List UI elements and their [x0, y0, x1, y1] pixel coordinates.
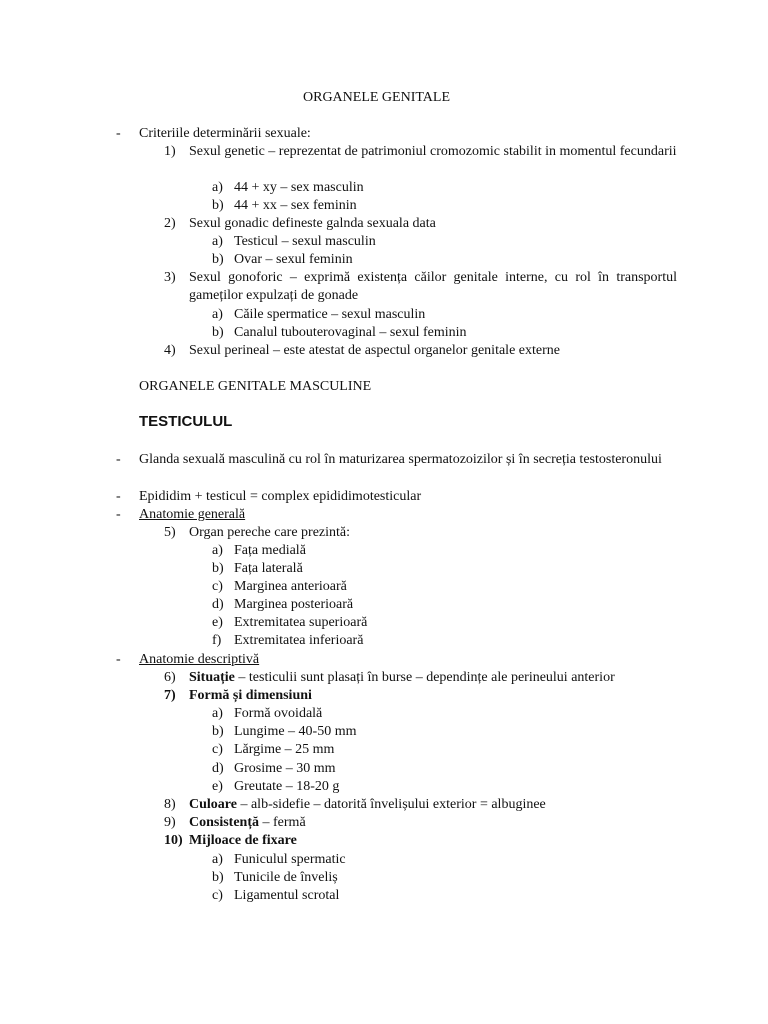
list-item: Formă ovoidală	[234, 706, 323, 721]
sub-letter: e)	[212, 615, 223, 630]
sub-letter: b)	[212, 870, 224, 885]
list-number-bold: 7)	[164, 688, 176, 703]
consistenta-line	[189, 814, 306, 832]
criteriu-perineal: Sexul perineal – este atestat de aspectul organelor genitale externe	[189, 343, 560, 358]
situatie-label: Situație	[189, 670, 235, 685]
forma-label	[189, 687, 312, 705]
list-number	[164, 832, 183, 850]
culoare-text: – alb-sidefie – datorită învelișului exterior = albuginee	[236, 797, 546, 812]
sub-letter: b)	[212, 724, 224, 739]
list-item: Căile spermatice – sexul masculin	[234, 307, 426, 322]
bullet-dash: -	[116, 507, 121, 522]
list-item: Grosime – 30 mm	[234, 761, 336, 776]
sub-letter: b)	[212, 252, 224, 267]
sub-letter: e)	[212, 779, 223, 794]
list-number: 2)	[164, 216, 176, 231]
anatomie-descriptiva-label: Anatomie descriptivă	[139, 652, 260, 667]
list-item: Extremitatea inferioară	[234, 633, 364, 648]
sub-letter: c)	[212, 579, 223, 594]
list-item: Greutate – 18-20 g	[234, 779, 340, 794]
list-item: Funiculul spermatic	[234, 852, 346, 867]
sub-letter: c)	[212, 742, 223, 757]
situatie-line	[189, 669, 615, 687]
bullet-dash: -	[116, 652, 121, 667]
sub-letter: a)	[212, 852, 223, 867]
bullet-dash: -	[116, 452, 121, 467]
list-item: Fața medială	[234, 543, 306, 558]
epididim-text: Epididim + testicul = complex epididimotesticular	[139, 489, 422, 504]
sub-letter: b)	[212, 325, 224, 340]
sub-letter: a)	[212, 706, 223, 721]
list-item: Tunicile de înveliș	[234, 870, 338, 885]
list-item: Marginea posterioară	[234, 597, 354, 612]
sub-letter: d)	[212, 597, 224, 612]
list-number	[164, 687, 176, 705]
sub-letter: a)	[212, 234, 223, 249]
list-number: 4)	[164, 343, 176, 358]
list-item: 44 + xx – sex feminin	[234, 198, 357, 213]
consistenta-label: Consistență	[189, 815, 260, 830]
list-item: Ovar – sexul feminin	[234, 252, 353, 267]
list-item: Lărgime – 25 mm	[234, 742, 335, 757]
glanda-text: Glanda sexuală masculină cu rol în maturizarea spermatozoizilor și în secreția testosteronului	[139, 452, 662, 467]
list-item: Testicul – sexul masculin	[234, 234, 376, 249]
document-title: ORGANELE GENITALE	[303, 90, 451, 105]
forma-label-text: Formă și dimensiuni	[189, 688, 312, 703]
sub-letter: a)	[212, 307, 223, 322]
fixare-label	[189, 832, 297, 850]
criterii-label: Criteriile determinării sexuale:	[139, 126, 311, 141]
list-item: 44 + xy – sex masculin	[234, 180, 364, 195]
sub-letter: b)	[212, 198, 224, 213]
organ-pereche-text: Organ pereche care prezintă:	[189, 525, 351, 540]
list-number: 3)	[164, 270, 176, 285]
fixare-label-text: Mijloace de fixare	[189, 833, 297, 848]
sub-letter: d)	[212, 761, 224, 776]
list-item: Lungime – 40-50 mm	[234, 724, 357, 739]
anatomie-generala-label: Anatomie generală	[139, 507, 246, 522]
list-number: 1)	[164, 144, 176, 159]
list-number: 5)	[164, 525, 176, 540]
sub-letter: b)	[212, 561, 224, 576]
sub-letter: c)	[212, 888, 223, 903]
list-item: Canalul tubouterovaginal – sexul feminin	[234, 325, 467, 340]
list-item: Fața laterală	[234, 561, 303, 576]
bullet-dash: -	[116, 489, 121, 504]
criteriu-gonadic: Sexul gonadic defineste galnda sexuala data	[189, 216, 436, 231]
consistenta-text: – fermă	[259, 815, 306, 830]
sub-letter: a)	[212, 543, 223, 558]
list-item: Marginea anterioară	[234, 579, 347, 594]
section-heading-masculine: ORGANELE GENITALE MASCULINE	[139, 379, 372, 394]
list-number: 9)	[164, 815, 176, 830]
bullet-dash: -	[116, 126, 121, 141]
criteriu-genetic: Sexul genetic – reprezentat de patrimoniul cromozomic stabilit in momentul fecundarii	[189, 144, 677, 159]
list-item: Ligamentul scrotal	[234, 888, 340, 903]
sub-letter: a)	[212, 180, 223, 195]
list-item: Extremitatea superioară	[234, 615, 368, 630]
criteriu-gonoforic: Sexul gonoforic – exprimă existența căilor genitale interne, cu rol în transportul gameților expulzați de gonade	[189, 270, 677, 303]
culoare-label: Culoare	[189, 797, 237, 812]
list-number: 6)	[164, 670, 176, 685]
list-number: 8)	[164, 797, 176, 812]
section-heading-testicul: TESTICULUL	[139, 413, 233, 430]
sub-letter: f)	[212, 633, 222, 648]
culoare-line	[189, 796, 546, 814]
situatie-text: – testiculii sunt plasați în burse – dependințe ale perineului anterior	[234, 670, 615, 685]
list-number-bold: 10)	[164, 833, 183, 848]
